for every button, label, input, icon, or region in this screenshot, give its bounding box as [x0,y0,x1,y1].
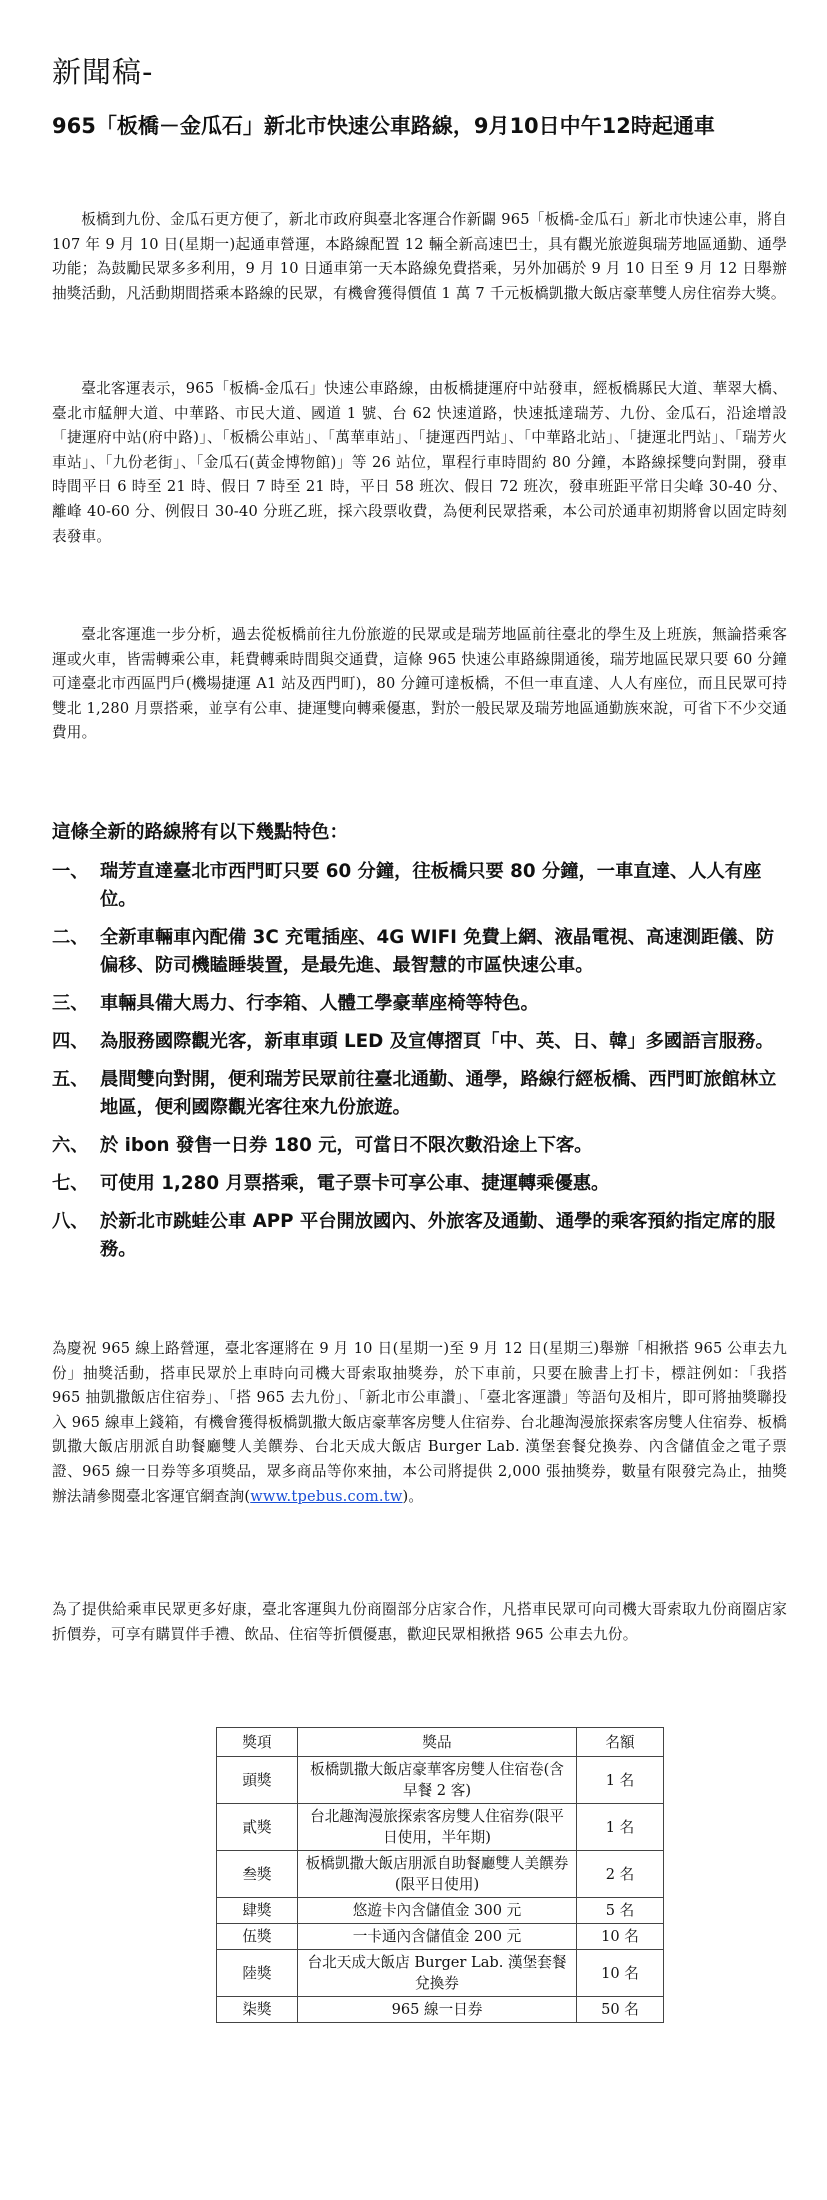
prize-name: 板橋凱撒大飯店朋派自助餐廳雙人美饌券(限平日使用) [298,1851,577,1898]
prize-rank: 肆獎 [217,1898,298,1924]
feature-text: 於新北市跳蛙公車 APP 平台開放國內、外旅客及通勤、通學的乘客預約指定席的服務。 [100,1211,776,1260]
feature-number: 三、 [52,993,89,1014]
prize-rank: 頭獎 [217,1757,298,1804]
feature-number: 八、 [52,1211,89,1232]
feature-number: 四、 [52,1031,89,1052]
document-type-label: 新聞稿- [52,55,154,89]
features-heading: 這條全新的路線將有以下幾點特色： [52,822,349,843]
header-quantity: 名額 [577,1728,664,1757]
prize-quantity: 10 名 [577,1924,664,1950]
prize-name: 965 線一日券 [298,1997,577,2023]
feature-text: 晨間雙向對開，便利瑞芳民眾前往臺北通勤、通學，路線行經板橋、西門町旅館林立地區，便利國際觀光客往來九份旅遊。 [100,1069,777,1118]
prize-quantity: 1 名 [577,1804,664,1851]
feature-number: 六、 [52,1135,89,1156]
prize-quantity: 10 名 [577,1950,664,1997]
prize-rank: 叁獎 [217,1851,298,1898]
table-row [217,1804,664,1851]
prize-name: 台北趣淘漫旅探索客房雙人住宿券(限平日使用，半年期) [298,1804,577,1851]
prize-rank: 貳獎 [217,1804,298,1851]
headline: 965「板橋－金瓜石」新北市快速公車路線，9月10日中午12時起通車 [52,114,715,138]
table-row [217,1757,664,1804]
prize-name: 台北天成大飯店 Burger Lab. 漢堡套餐兌換券 [298,1950,577,1997]
prize-rank: 陸獎 [217,1950,298,1997]
features-list [52,858,787,1274]
feature-text: 瑞芳直達臺北市西門町只要 60 分鐘，往板橋只要 80 分鐘，一車直達、人人有座位。 [100,861,762,910]
header-prize: 獎品 [298,1728,577,1757]
feature-item [52,858,787,914]
prize-name: 一卡通內含儲值金 200 元 [298,1924,577,1950]
official-website-link[interactable]: www.tpebus.com.tw [250,1487,403,1505]
feature-text: 為服務國際觀光客，新車車頭 LED 及宣傳摺頁「中、英、日、韓」多國語言服務。 [100,1031,774,1052]
prize-quantity: 5 名 [577,1898,664,1924]
prize-name: 板橋凱撒大飯店豪華客房雙人住宿卷(含早餐 2 客) [298,1757,577,1804]
table-row [217,1898,664,1924]
lottery-text: 為慶祝 965 線上路營運，臺北客運將在 9 月 10 日(星期一)至 9 月 12 日(星期三)舉辦「相揪搭 965 公車去九份」抽獎活動，搭車民眾於上車時向司機大哥索取抽獎券，於下車前，只要在臉書上打卡，標註例如：「我搭 965 抽凱撒飯店住宿券」、「搭 965 去九份」、「新北市公車讚」、「臺北客運讚」等語句及相片，即可將抽獎聯投入 965 線車上錢箱，有機會獲得板橋凱撒大飯店豪華客房雙人住宿券、台北趣淘漫旅探索客房雙人住宿券、板橋凱撒大飯店朋派自助餐廳雙人美饌券、台北天成大飯店 Burger Lab. 漢堡套餐兌換券、內含儲值金之電子票證、965 線一日券等多項獎品，眾多商品等你來抽，本公司將提供 2,000 張抽獎券，數量有限發完為止，抽獎辦法請參閱臺北客運官網查詢( [52,1340,787,1505]
feature-number: 五、 [52,1069,89,1090]
feature-item [52,1132,787,1160]
feature-text: 於 ibon 發售一日券 180 元，可當日不限次數沿途上下客。 [100,1135,593,1156]
feature-number: 二、 [52,927,89,948]
feature-item [52,990,787,1018]
feature-text: 車輛具備大馬力、行李箱、人體工學豪華座椅等特色。 [100,993,539,1014]
feature-item [52,1170,787,1198]
table-row [217,1851,664,1898]
table-row [217,1997,664,2023]
table-row [217,1950,664,1997]
intro-paragraph: 板橋到九份、金瓜石更方便了，新北市政府與臺北客運合作新闢 965「板橋-金瓜石」新北市快速公車，將自 107 年 9 月 10 日(星期一)起通車營運，本路線配置 12 輛全新高速巴士，具有觀光旅遊與瑞芳地區通勤、通學功能；為鼓勵民眾多多利用，9 月 10 日通車第一天本路線免費搭乘，另外加碼於 9 月 10 日至 9 月 12 日舉辦抽獎活動，凡活動期間搭乘本路線的民眾，有機會獲得價值 1 萬 7 千元板橋凱撒大飯店豪華雙人房住宿券大獎。 [52,211,787,302]
prize-quantity: 2 名 [577,1851,664,1898]
header-rank: 獎項 [217,1728,298,1757]
discount-paragraph: 為了提供給乘車民眾更多好康，臺北客運與九份商圈部分店家合作，凡搭車民眾可向司機大哥索取九份商圈店家折價券，可享有購買伴手禮、飲品、住宿等折價優惠，歡迎民眾相揪搭 965 公車去九份。 [52,1601,787,1643]
feature-item [52,1028,787,1056]
feature-number: 七、 [52,1173,89,1194]
table-row [217,1924,664,1950]
prize-table [216,1727,664,2023]
feature-item [52,1066,787,1122]
prize-quantity: 50 名 [577,1997,664,2023]
feature-item [52,1208,787,1264]
prize-name: 悠遊卡內含儲值金 300 元 [298,1898,577,1924]
analysis-paragraph: 臺北客運進一步分析，過去從板橋前往九份旅遊的民眾或是瑞芳地區前往臺北的學生及上班族，無論搭乘客運或火車，皆需轉乘公車，耗費轉乘時間與交通費，這條 965 快速公車路線開通後，瑞芳地區民眾只要 60 分鐘可達臺北市西區門戶(機場捷運 A1 站及西門町)，80 分鐘可達板橋，不但一車直達、人人有座位，而且民眾可持雙北 1,280 月票搭乘，並享有公車、捷運雙向轉乘優惠，對於一般民眾及瑞芳地區通勤族來說，可省下不少交通費用。 [52,626,787,742]
feature-text: 全新車輛車內配備 3C 充電插座、4G WIFI 免費上網、液晶電視、高速測距儀、防偏移、防司機瞌睡裝置，是最先進、最智慧的市區快速公車。 [100,927,775,976]
feature-number: 一、 [52,861,89,882]
lottery-text-end: )。 [402,1487,424,1505]
prize-quantity: 1 名 [577,1757,664,1804]
route-details-paragraph: 臺北客運表示，965「板橋-金瓜石」快速公車路線，由板橋捷運府中站發車，經板橋縣民大道、華翠大橋、臺北市艋舺大道、中華路、市民大道、國道 1 號、台 62 快速道路，快速抵達瑞芳、九份、金瓜石，沿途增設「捷運府中站(府中路)」、「板橋公車站」、「萬華車站」、「捷運西門站」、「中華路北站」、「捷運北門站」、「瑞芳火車站」、「九份老街」、「金瓜石(黃金博物館)」等 26 站位，單程行車時間約 80 分鐘，本路線採雙向對開，發車時間平日 6 時至 21 時、假日 7 時至 21 時，平日 58 班次、假日 72 班次，發車班距平常日尖峰 30-40 分、離峰 40-60 分、例假日 30-40 分班乙班，採六段票收費，為便利民眾搭乘，本公司於通車初期將會以固定時刻表發車。 [52,380,787,545]
feature-text: 可使用 1,280 月票搭乘，電子票卡可享公車、捷運轉乘優惠。 [100,1173,610,1194]
prize-table-header-row [217,1728,664,1757]
prize-rank: 伍獎 [217,1924,298,1950]
prize-rank: 柒獎 [217,1997,298,2023]
lottery-paragraph [52,1337,787,1509]
feature-item [52,924,787,980]
